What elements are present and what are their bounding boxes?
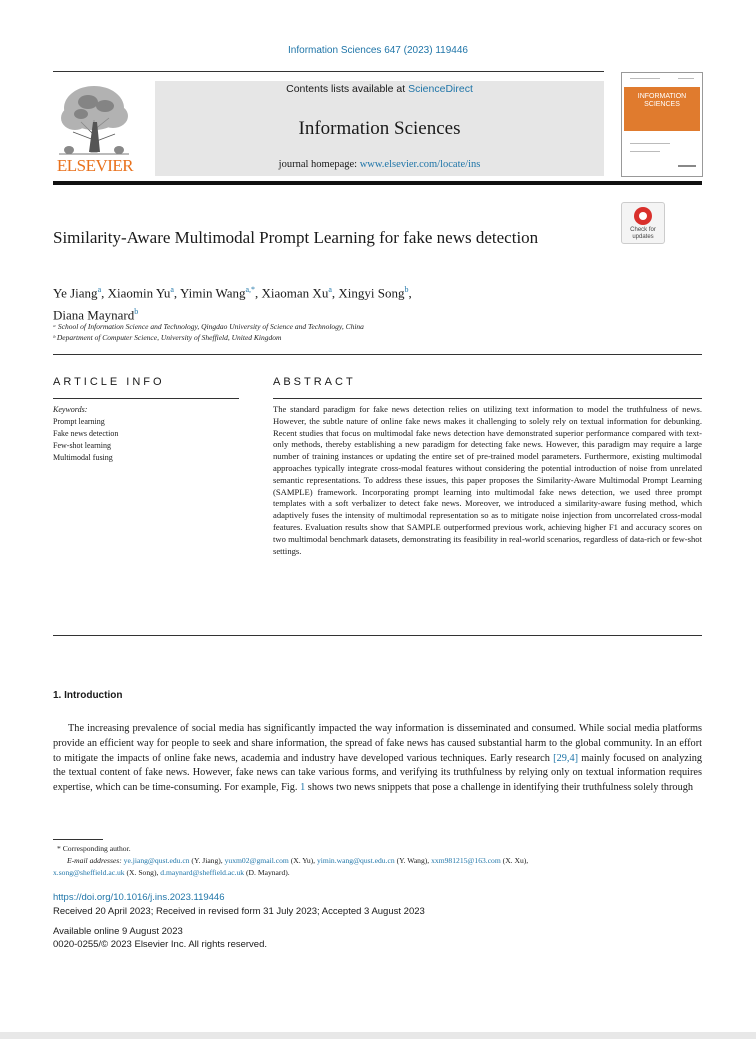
copyright: 0020-0255/© 2023 Elsevier Inc. All rights reserved. bbox=[53, 939, 268, 950]
author-name: Xingyi Song bbox=[338, 285, 405, 301]
keywords-label: Keywords: bbox=[53, 405, 88, 414]
author-affiliation-mark[interactable]: a bbox=[97, 285, 102, 294]
keyword-item: Few-shot learning bbox=[53, 441, 111, 450]
cover-rule bbox=[630, 78, 660, 79]
email-line bbox=[53, 867, 703, 879]
author-name: Xiaoman Xu bbox=[261, 285, 329, 301]
check-for-updates-badge[interactable] bbox=[621, 202, 665, 244]
journal-name: Information Sciences bbox=[298, 118, 461, 139]
affiliation-a: ᵃ School of Information Science and Technology, Qingdao University of Science and Technology, China bbox=[53, 322, 364, 331]
article-info-rule bbox=[53, 398, 239, 399]
author-name: Yimin Wang bbox=[179, 285, 246, 301]
contents-line bbox=[155, 83, 604, 95]
footnote-rule bbox=[53, 839, 103, 840]
citation-link[interactable]: [29,4] bbox=[553, 752, 579, 764]
email-label: E-mail addresses: bbox=[67, 856, 122, 865]
intro-text: mainly focused on analyzing the textual content of fake news. However, fake news can take various forms, and verifying its truthfulness by relying only on textual information requires expertise, which can be time-consuming. For example, Fig. bbox=[53, 752, 702, 794]
figure-link[interactable]: 1 bbox=[300, 782, 306, 794]
email-owner: (Y. Wang), bbox=[396, 856, 430, 865]
intro-text: shows two news snippets that pose a challenge in identifying their truthfulness solely through bbox=[305, 782, 694, 794]
journal-reference[interactable]: Information Sciences 647 (2023) 119446 bbox=[288, 45, 468, 56]
homepage-link[interactable]: www.elsevier.com/locate/ins bbox=[359, 159, 481, 170]
email-link[interactable]: xxm981215@163.com bbox=[431, 856, 501, 865]
affiliations bbox=[53, 321, 653, 343]
corresponding-text: Corresponding author. bbox=[62, 844, 131, 853]
doi-link[interactable]: https://doi.org/10.1016/j.ins.2023.119446 bbox=[53, 892, 225, 903]
article-info-heading: ARTICLE INFO bbox=[53, 376, 165, 388]
author-affiliation-mark[interactable]: b bbox=[404, 285, 409, 294]
abstract-rule bbox=[273, 398, 702, 399]
paper-title: Similarity-Aware Multimodal Prompt Learning for fake news detection bbox=[53, 228, 539, 247]
homepage-line bbox=[155, 159, 604, 170]
abstract-heading: ABSTRACT bbox=[273, 376, 356, 388]
received-dates: Received 20 April 2023; Received in revised form 31 July 2023; Accepted 3 August 2023 bbox=[53, 906, 425, 917]
section-rule bbox=[53, 635, 702, 636]
keyword-item: Fake news detection bbox=[53, 429, 119, 438]
cover-rule bbox=[630, 151, 660, 152]
contents-prefix: Contents lists available at bbox=[286, 83, 409, 95]
author-affiliation-mark[interactable]: a bbox=[328, 285, 332, 294]
email-link[interactable]: yuxm02@gmail.com bbox=[224, 856, 289, 865]
email-link[interactable]: d.maynard@sheffield.ac.uk bbox=[160, 868, 245, 877]
intro-text: The increasing prevalence of social media has significantly impacted the way information is disseminated and consumed. While social media platforms provide an efficient way for people to seek and share information, the spread of fake news has caused substantial harm to the global community. In an effort to mitigate the impacts of online fake news, academia and industry have developed various techniques. Early research bbox=[53, 723, 702, 764]
author-list: Ye Jiang$^a$, Xiaomin Yu$^a$, Yimin Wang$^{a,*}$, Xiaoman Xu$^a$, Xingyi Song$^b$, Diana Maynard$^b$ bbox=[53, 285, 412, 323]
email-line bbox=[53, 855, 703, 867]
cover-rule bbox=[678, 78, 694, 79]
email-owner: (X. Song), bbox=[126, 868, 159, 877]
intro-heading: 1. Introduction bbox=[53, 690, 123, 701]
email-link[interactable]: x.song@sheffield.ac.uk bbox=[53, 868, 125, 877]
top-rule bbox=[53, 71, 604, 72]
abstract-text: The standard paradigm for fake news detection relies on utilizing text information to model the truthfulness of news. However, the subtle nature of online fake news makes it challenging to solely rely on textual information for debunking. Recent studies that focus on multimodal fake news detection have demonstrated superior performance compared with text-only methods, thereby establishing a new paradigm for detecting fake news. However, this paradigm may require a large number of training instances or updating the entire set of pre-trained model parameters. Furthermore, existing multimodal approaches typically integrate cross-modal features without considering the potential introduction of noise from unrelated semantic representations. To address these issues, this paper proposes the Similarity-Aware Multimodal Prompt Learning (SAMPLE) framework. Incorporating prompt learning into multimodal fake news detection, we used three prompt templates with a soft verbalizer to detect fake news. Moreover, we introduced a similarity-aware fusing method, which adaptively fuses the intensity of multimodal representation so as to mitigate noise injection from uncorrelated cross-modal features. Evaluation results show that SAMPLE outperformed previous work, achieving higher F1 and accuracy scores on two multimodal benchmark datasets, demonstrating its feasibility in real-world scenarios, regardless of data-rich or few-shot settings. bbox=[273, 404, 702, 556]
keyword-item: Multimodal fusing bbox=[53, 453, 113, 462]
footnotes bbox=[53, 842, 703, 879]
viewer-bottom-band bbox=[0, 1032, 756, 1039]
availability bbox=[53, 925, 267, 951]
author-affiliation-mark[interactable]: b bbox=[134, 307, 139, 317]
email-owner: (Y. Jiang), bbox=[191, 856, 223, 865]
email-link[interactable]: yimin.wang@qust.edu.cn bbox=[317, 856, 395, 865]
email-owner: (D. Maynard). bbox=[246, 868, 290, 877]
cover-mark bbox=[678, 165, 696, 167]
corresponding-note: * Corresponding author. bbox=[57, 844, 131, 853]
header-thick-rule bbox=[53, 181, 702, 185]
email-owner: (X. Xu), bbox=[502, 856, 529, 865]
publisher-wordmark: ELSEVIER bbox=[56, 156, 134, 175]
check-badge-label: Check for updates bbox=[630, 227, 656, 240]
available-online: Available online 9 August 2023 bbox=[53, 926, 183, 937]
keyword-item: Prompt learning bbox=[53, 417, 105, 426]
keywords-block bbox=[53, 404, 243, 464]
author-name: Diana Maynard bbox=[53, 307, 135, 323]
email-owner: (X. Yu), bbox=[290, 856, 316, 865]
author-affiliation-mark[interactable]: a bbox=[170, 285, 174, 294]
section-rule bbox=[53, 354, 702, 355]
author-name: Xiaomin Yu bbox=[107, 285, 171, 301]
intro-paragraph bbox=[53, 722, 702, 796]
homepage-prefix: journal homepage: bbox=[278, 159, 360, 170]
cover-rule bbox=[630, 143, 670, 144]
cover-title: INFORMATION SCIENCES bbox=[624, 87, 700, 131]
author-name: Ye Jiang bbox=[53, 285, 98, 301]
author-affiliation-mark[interactable]: a,* bbox=[245, 285, 256, 294]
bookmark-icon bbox=[634, 207, 652, 225]
email-link[interactable]: ye.jiang@qust.edu.cn bbox=[123, 856, 190, 865]
affiliation-b: ᵇ Department of Computer Science, University of Sheffield, United Kingdom bbox=[53, 333, 282, 342]
sciencedirect-link[interactable]: ScienceDirect bbox=[408, 83, 473, 95]
journal-cover-thumbnail[interactable] bbox=[621, 72, 703, 177]
